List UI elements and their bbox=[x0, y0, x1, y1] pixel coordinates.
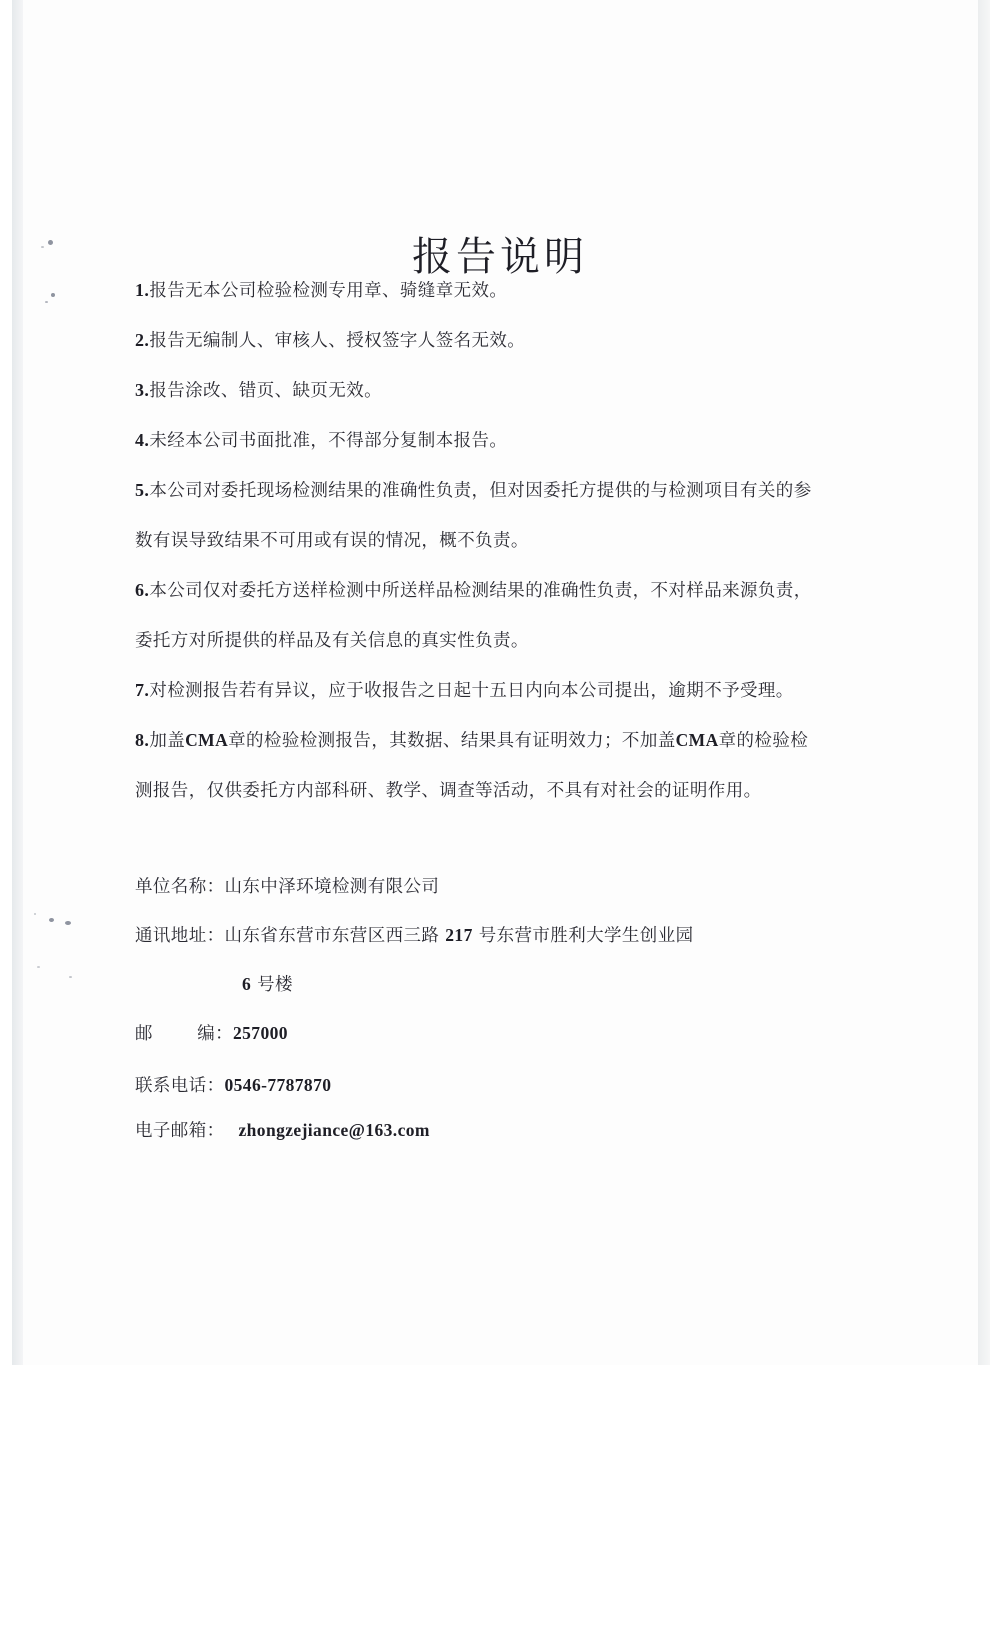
address-value: 山东省东营市东营区西三路 bbox=[224, 926, 440, 946]
note-item-2 bbox=[135, 327, 525, 352]
company-label: 单位名称： bbox=[135, 877, 225, 897]
postal-label bbox=[135, 1020, 233, 1045]
page-left-edge bbox=[12, 0, 23, 1365]
note-text: 未经本公司书面批准，不得部分复制本报告。 bbox=[149, 431, 508, 451]
cma-mark: CMA bbox=[675, 730, 719, 750]
note-text: 报告涂改、错页、缺页无效。 bbox=[149, 381, 383, 401]
note-item-5-continuation bbox=[135, 527, 529, 552]
note-number: 4. bbox=[135, 430, 150, 450]
note-number: 1. bbox=[135, 280, 150, 300]
email-value: zhongzejiance@163.com bbox=[238, 1120, 430, 1140]
note-item-8-continuation bbox=[135, 777, 762, 802]
phone-value: 0546-7787870 bbox=[224, 1075, 332, 1095]
note-item-6-continuation bbox=[135, 627, 529, 652]
note-text: 测报告，仅供委托方内部科研、教学、调查等活动，不具有对社会的证明作用。 bbox=[135, 781, 762, 801]
address-label: 通讯地址： bbox=[135, 926, 225, 946]
scan-speck bbox=[45, 301, 48, 303]
note-text: 章的检验检测报告，其数据、结果具有证明效力；不加盖 bbox=[228, 731, 676, 751]
note-item-8 bbox=[135, 727, 808, 752]
postal-label-2: 编： bbox=[197, 1024, 233, 1044]
note-item-4 bbox=[135, 427, 507, 452]
note-number: 7. bbox=[135, 680, 150, 700]
note-number: 5. bbox=[135, 480, 150, 500]
note-number: 3. bbox=[135, 380, 150, 400]
note-item-5 bbox=[135, 477, 812, 502]
note-number: 2. bbox=[135, 330, 150, 350]
scan-speck bbox=[51, 293, 55, 297]
note-text: 本公司对委托现场检测结果的准确性负责，但对因委托方提供的与检测项目有关的参 bbox=[149, 481, 812, 501]
note-item-3 bbox=[135, 377, 382, 402]
scan-speck bbox=[37, 966, 40, 968]
company-value: 山东中泽环境检测有限公司 bbox=[224, 877, 440, 897]
cma-mark: CMA bbox=[185, 730, 229, 750]
contact-postal bbox=[135, 1020, 288, 1045]
scan-speck bbox=[34, 913, 36, 915]
contact-company bbox=[135, 873, 439, 898]
note-number: 6. bbox=[135, 580, 150, 600]
page-right-edge bbox=[978, 0, 990, 1365]
note-number: 8. bbox=[135, 730, 150, 750]
document-title: 报告说明 bbox=[412, 233, 588, 280]
email-label: 电子邮箱： bbox=[135, 1121, 225, 1141]
contact-email bbox=[135, 1117, 430, 1142]
phone-label: 联系电话： bbox=[135, 1076, 225, 1096]
note-text: 章的检验检 bbox=[718, 731, 809, 751]
address-number: 217 bbox=[445, 925, 473, 945]
contact-address-line2 bbox=[242, 971, 293, 996]
address-value: 号东营市胜利大学生创业园 bbox=[478, 926, 694, 946]
note-item-6 bbox=[135, 577, 812, 602]
note-text: 委托方对所提供的样品及有关信息的真实性负责。 bbox=[135, 631, 529, 651]
contact-phone bbox=[135, 1072, 331, 1097]
postal-label-1: 邮 bbox=[135, 1024, 153, 1044]
building-text: 号楼 bbox=[257, 975, 293, 995]
note-text: 对检测报告若有异议，应于收报告之日起十五日内向本公司提出，逾期不予受理。 bbox=[149, 681, 794, 701]
note-text: 报告无编制人、审核人、授权签字人签名无效。 bbox=[149, 331, 526, 351]
note-text: 报告无本公司检验检测专用章、骑缝章无效。 bbox=[149, 281, 508, 301]
postal-value: 257000 bbox=[233, 1023, 288, 1043]
note-text: 加盖 bbox=[149, 731, 186, 751]
scan-speck bbox=[49, 918, 54, 922]
building-number: 6 bbox=[242, 974, 252, 994]
note-item-1 bbox=[135, 277, 507, 302]
note-text: 数有误导致结果不可用或有误的情况，概不负责。 bbox=[135, 531, 529, 551]
contact-address bbox=[135, 922, 694, 947]
scan-speck bbox=[69, 976, 72, 978]
scan-speck bbox=[65, 921, 71, 925]
note-item-7 bbox=[135, 677, 794, 702]
note-text: 本公司仅对委托方送样检测中所送样品检测结果的准确性负责，不对样品来源负责， bbox=[149, 581, 812, 601]
